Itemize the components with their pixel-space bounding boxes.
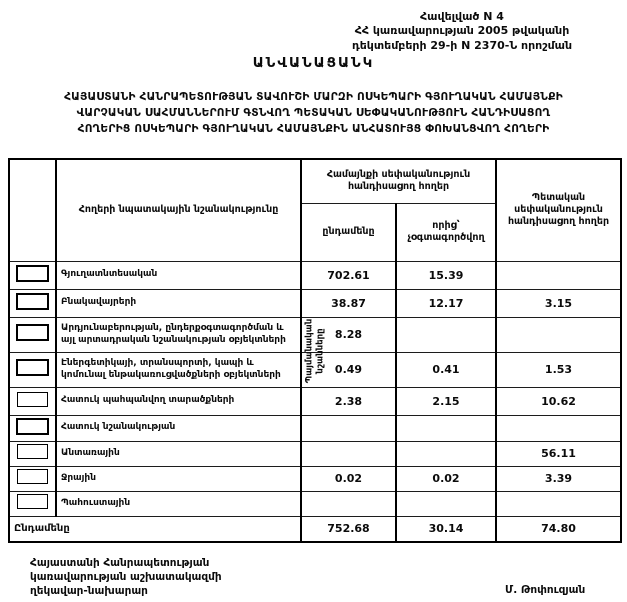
total-label: Ընդամենը — [9, 516, 301, 542]
col-header-of-which: որից՝ չօգտագործվող — [396, 203, 496, 261]
signatory-line-1: Հայաստանի Հանրապետության — [30, 557, 210, 569]
community-total-value: 0.02 — [301, 466, 396, 491]
col-header-total: ընդամենը — [301, 203, 396, 261]
total-row — [9, 516, 621, 542]
state-value: 1.53 — [496, 352, 621, 387]
col-header-community-group: Համայնքի սեփականություն հանդիսացող հողեր — [301, 159, 496, 203]
state-value: 3.39 — [496, 466, 621, 491]
legend-box-cell — [9, 441, 56, 466]
table-row — [9, 466, 621, 491]
annex-government-line: ՀՀ կառավարության 2005 թվականի — [354, 24, 570, 38]
state-value: 10.62 — [496, 387, 621, 415]
signatory-title-block — [30, 556, 222, 599]
of-which-value — [396, 441, 496, 466]
signatory-line-2: կառավարության աշխատակազմի — [30, 571, 222, 584]
table-row — [9, 415, 621, 441]
community-total-value: 702.61 — [301, 261, 396, 289]
col-header-symbols: Պայմանական նշանները — [9, 159, 56, 261]
legend-box-cell — [9, 289, 56, 317]
col-header-purpose: Հողերի նպատակային նշանակությունը — [56, 159, 301, 261]
signatory-line-3: ղեկավար-նախարար — [30, 585, 148, 598]
legend-box-cell — [9, 352, 56, 387]
legend-box — [16, 265, 49, 282]
state-value: 56.11 — [496, 441, 621, 466]
state-value — [496, 317, 621, 352]
legend-box — [17, 494, 48, 509]
table-row — [9, 441, 621, 466]
legend-box — [16, 293, 49, 310]
of-which-value — [396, 415, 496, 441]
of-which-value — [396, 317, 496, 352]
row-name: Հատուկ նշանակության — [56, 415, 301, 441]
of-which-value: 2.15 — [396, 387, 496, 415]
state-value — [496, 261, 621, 289]
legend-box-cell — [9, 466, 56, 491]
community-total-value: 8.28 — [301, 317, 396, 352]
page-title: ԱՆՎԱՆԱՑԱՆԿ — [252, 55, 375, 71]
legend-box-cell — [9, 415, 56, 441]
subtitle-line-3: ՀՈՂԵՐԻՑ ՈՍԿԵՊԱՐԻ ԳՅՈՒՂԱԿԱՆ ՀԱՄԱՅՆՔԻՆ ԱՆՀԱՏՈՒՅՑ ՓՈԽԱՆՑՎՈՂ ՀՈՂԵՐԻ — [77, 122, 550, 135]
table-row — [9, 261, 621, 289]
of-which-value: 0.02 — [396, 466, 496, 491]
subtitle-line-1: ՀԱՅԱՍՏԱՆԻ ՀԱՆՐԱՊԵՏՈՒԹՅԱՆ ՏԱՎՈՒՇԻ ՄԱՐԶԻ ՈՍԿԵՊԱՐԻ ԳՅՈՒՂԱԿԱՆ ՀԱՄԱՅՆՔԻ — [64, 91, 563, 103]
state-value — [496, 415, 621, 441]
document-subtitle — [0, 90, 627, 138]
col-header-state: Պետական սեփականություն հանդիսացող հողեր — [496, 159, 621, 261]
land-transfer-table — [8, 158, 622, 543]
state-value: 3.15 — [496, 289, 621, 317]
legend-box — [17, 392, 48, 407]
legend-box — [17, 444, 48, 459]
row-name: Բնակավայրերի — [56, 289, 301, 317]
row-name: Պահուստային — [56, 491, 301, 516]
row-name: Գյուղատնտեսական — [56, 261, 301, 289]
community-total-value: 38.87 — [301, 289, 396, 317]
legend-box-cell — [9, 317, 56, 352]
legend-box-cell — [9, 491, 56, 516]
row-name: Էներգետիկայի, տրանսպորտի, կապի և կոմունալ ենթակառուցվածքների օբյեկտների — [56, 352, 301, 387]
legend-box — [16, 359, 49, 376]
community-total-value — [301, 491, 396, 516]
total-community-value: 752.68 — [301, 516, 396, 542]
community-total-value: 2.38 — [301, 387, 396, 415]
legend-box — [17, 469, 48, 484]
row-name: Հատուկ պահպանվող տարածքների — [56, 387, 301, 415]
of-which-value: 12.17 — [396, 289, 496, 317]
state-value — [496, 491, 621, 516]
of-which-value — [396, 491, 496, 516]
of-which-value: 0.41 — [396, 352, 496, 387]
subtitle-line-2: ՎԱՐՉԱԿԱՆ ՍԱՀՄԱՆՆԵՐՈՒՄ ԳՏՆՎՈՂ ՊԵՏԱԿԱՆ ՍԵՓԱԿԱՆՈՒԹՅՈՒՆ ՀԱՆԴԻՍԱՑՈՂ — [76, 106, 551, 119]
row-name: Անտառային — [56, 441, 301, 466]
community-total-value: 0.49 — [301, 352, 396, 387]
of-which-value: 15.39 — [396, 261, 496, 289]
legend-box-cell — [9, 387, 56, 415]
annex-reference-block — [326, 10, 598, 53]
table-row — [9, 491, 621, 516]
legend-box — [16, 324, 49, 341]
signature-name: Մ. Թոփուզյան — [505, 584, 586, 596]
annex-number: Հավելված N 4 — [420, 10, 504, 23]
total-of-which-value: 30.14 — [396, 516, 496, 542]
community-total-value — [301, 441, 396, 466]
legend-box-cell — [9, 261, 56, 289]
community-total-value — [301, 415, 396, 441]
row-name: Ջրային — [56, 466, 301, 491]
annex-decision-line: դեկտեմբերի 29-ի N 2370-Ն որոշման — [351, 38, 573, 52]
row-name: Արդյունաբերության, ընդերքօգտագործման և այլ արտադրական նշանակության օբյեկտների — [56, 317, 301, 352]
total-state-value: 74.80 — [496, 516, 621, 542]
legend-box — [16, 418, 49, 435]
